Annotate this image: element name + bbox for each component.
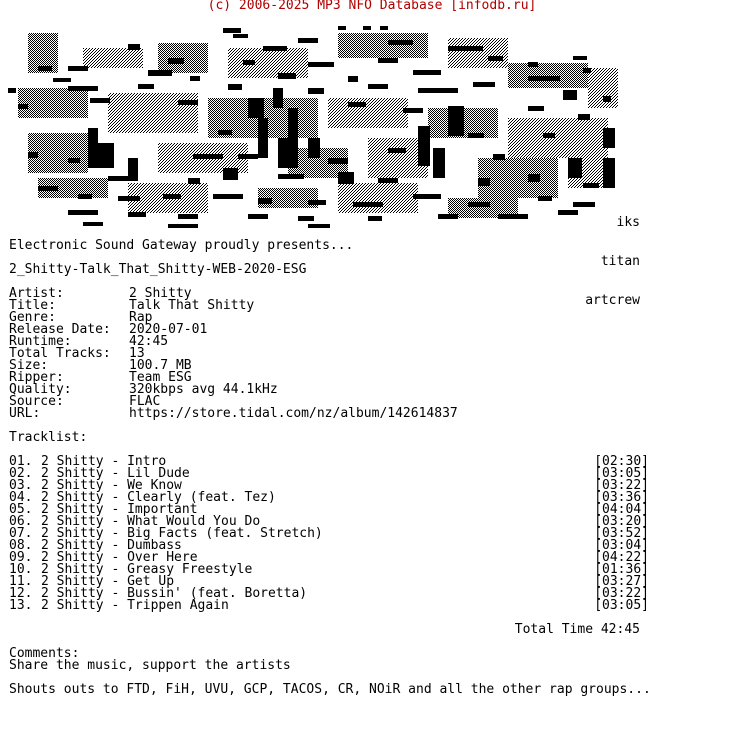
credit-line: iks bbox=[616, 215, 640, 230]
track-num: 03. bbox=[9, 478, 33, 493]
credit-line: titan bbox=[600, 254, 640, 269]
info-label: URL: bbox=[9, 406, 41, 421]
info-value: https://store.tidal.com/nz/album/142614837 bbox=[129, 406, 458, 421]
track-num: 06. bbox=[9, 514, 33, 529]
track-name: 2 Shitty - Dumbass bbox=[41, 538, 182, 553]
info-label: Size: bbox=[9, 358, 49, 373]
track-name: 2 Shitty - Bussin' (feat. Boretta) bbox=[41, 586, 308, 601]
info-value: Rap bbox=[129, 310, 153, 325]
track-name: 2 Shitty - Important bbox=[41, 502, 198, 517]
track-time: [03:52] bbox=[594, 526, 649, 541]
info-value: Team ESG bbox=[129, 370, 192, 385]
comments-label: Comments: bbox=[9, 646, 80, 661]
track-num: 02. bbox=[9, 466, 33, 481]
total-time: Total Time 42:45 bbox=[514, 622, 640, 637]
info-label: Artist: bbox=[9, 286, 64, 301]
logo-art bbox=[8, 18, 648, 230]
track-num: 12. bbox=[9, 586, 33, 601]
track-num: 13. bbox=[9, 598, 33, 613]
info-label: Release Date: bbox=[9, 322, 111, 337]
track-name: 2 Shitty - Greasy Freestyle bbox=[41, 562, 253, 577]
info-label: Quality: bbox=[9, 382, 72, 397]
info-value: 2020-07-01 bbox=[129, 322, 208, 337]
track-name: 2 Shitty - Over Here bbox=[41, 550, 198, 565]
info-value: FLAC bbox=[129, 394, 161, 409]
track-time: [03:04] bbox=[594, 538, 649, 553]
track-num: 01. bbox=[9, 454, 33, 469]
track-time: [03:05] bbox=[594, 466, 649, 481]
comments-text: Share the music, support the artists bbox=[9, 658, 291, 673]
presents-line: Electronic Sound Gateway proudly presents... bbox=[9, 238, 354, 253]
credit-line: artcrew bbox=[585, 293, 640, 308]
track-num: 05. bbox=[9, 502, 33, 517]
track-time: [03:36] bbox=[594, 490, 649, 505]
info-label: Genre: bbox=[9, 310, 56, 325]
track-row bbox=[9, 600, 649, 612]
track-num: 09. bbox=[9, 550, 33, 565]
esg-ascii-logo bbox=[8, 18, 648, 230]
track-time: [02:30] bbox=[594, 454, 649, 469]
track-num: 08. bbox=[9, 538, 33, 553]
art-credits bbox=[585, 190, 640, 320]
info-label: Ripper: bbox=[9, 370, 64, 385]
track-num: 04. bbox=[9, 490, 33, 505]
track-name: 2 Shitty - Big Facts (feat. Stretch) bbox=[41, 526, 323, 541]
track-num: 10. bbox=[9, 562, 33, 577]
track-time: [04:22] bbox=[594, 550, 649, 565]
info-value: 2 Shitty bbox=[129, 286, 192, 301]
release-name: 2_Shitty-Talk_That_Shitty-WEB-2020-ESG bbox=[9, 262, 307, 277]
info-value: 320kbps avg 44.1kHz bbox=[129, 382, 278, 397]
track-time: [04:04] bbox=[594, 502, 649, 517]
track-name: 2 Shitty - What Would You Do bbox=[41, 514, 261, 529]
track-time: [03:20] bbox=[594, 514, 649, 529]
info-label: Source: bbox=[9, 394, 64, 409]
info-value: 13 bbox=[129, 346, 145, 361]
track-time: [01:36] bbox=[594, 562, 649, 577]
track-num: 07. bbox=[9, 526, 33, 541]
track-name: 2 Shitty - We Know bbox=[41, 478, 182, 493]
info-value: 100.7 MB bbox=[129, 358, 192, 373]
track-time: [03:05] bbox=[594, 598, 649, 613]
track-name: 2 Shitty - Clearly (feat. Tez) bbox=[41, 490, 276, 505]
track-time: [03:22] bbox=[594, 586, 649, 601]
track-time: [03:27] bbox=[594, 574, 649, 589]
info-label: Runtime: bbox=[9, 334, 72, 349]
info-value: Talk That Shitty bbox=[129, 298, 255, 313]
track-name: 2 Shitty - Get Up bbox=[41, 574, 175, 589]
track-name: 2 Shitty - Trippen Again bbox=[41, 598, 229, 613]
track-time: [03:22] bbox=[594, 478, 649, 493]
shouts-text: Shouts outs to FTD, FiH, UVU, GCP, TACOS, CR, NOiR and all the other rap groups... bbox=[9, 682, 651, 697]
info-label: Total Tracks: bbox=[9, 346, 111, 361]
track-name: 2 Shitty - Intro bbox=[41, 454, 167, 469]
tracklist-label: Tracklist: bbox=[9, 430, 88, 445]
info-label: Title: bbox=[9, 298, 56, 313]
track-num: 11. bbox=[9, 574, 33, 589]
info-value: 42:45 bbox=[129, 334, 169, 349]
site-header: (c) 2006-2025 MP3 NFO Database [infodb.ru] bbox=[207, 0, 537, 13]
track-name: 2 Shitty - Lil Dude bbox=[41, 466, 190, 481]
